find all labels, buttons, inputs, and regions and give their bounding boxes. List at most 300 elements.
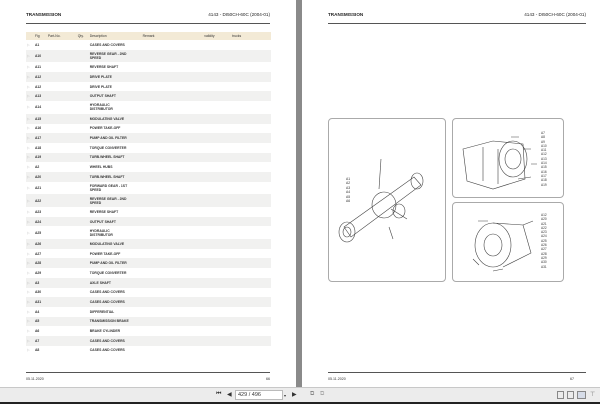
description-cell: TRANSMISSION BRAKE	[89, 317, 142, 327]
empty-cell	[203, 278, 231, 288]
paste-icon[interactable]: ⧉	[320, 391, 325, 397]
fig-cell: A10	[34, 50, 47, 63]
empty-cell	[77, 172, 89, 182]
fig-cell: A5	[34, 317, 47, 327]
empty-cell	[47, 153, 77, 163]
empty-cell	[47, 91, 77, 101]
row-marker-icon[interactable]: ▷	[26, 91, 34, 101]
empty-cell	[203, 124, 231, 134]
table-row[interactable]	[26, 336, 271, 346]
empty-cell	[231, 297, 271, 307]
row-marker-icon[interactable]: ▷	[26, 297, 34, 307]
table-row[interactable]	[26, 162, 271, 172]
fig-cell: A20	[34, 172, 47, 182]
empty-cell	[203, 297, 231, 307]
footer-divider	[26, 372, 270, 373]
empty-cell	[77, 62, 89, 72]
fig-cell: A25	[34, 230, 42, 235]
section-title: TRANSMISSION	[26, 12, 62, 17]
empty-cell	[142, 62, 204, 72]
page-dropdown-icon[interactable]: ▾	[284, 393, 287, 398]
empty-cell	[77, 217, 89, 227]
gearbox-diagram	[452, 118, 564, 198]
empty-cell	[47, 101, 77, 114]
next-page-button[interactable]: ▶	[292, 392, 297, 398]
empty-cell	[231, 50, 271, 63]
empty-cell	[77, 326, 89, 336]
column-header: Qty.	[77, 32, 89, 40]
empty-cell	[231, 249, 271, 259]
table-row[interactable]	[26, 297, 271, 307]
row-marker-icon[interactable]: ▷	[26, 72, 34, 82]
table-row[interactable]	[26, 82, 271, 92]
empty-cell	[77, 194, 89, 207]
empty-cell	[77, 153, 89, 163]
callout-label: A24	[541, 234, 547, 239]
empty-cell	[142, 133, 204, 143]
fig-cell: A11	[34, 65, 42, 70]
empty-cell	[203, 40, 231, 50]
callout-label: A21	[541, 221, 547, 226]
empty-cell	[142, 346, 204, 356]
row-marker-icon[interactable]: ▷	[27, 84, 30, 89]
description-cell: TURB.WHEEL SHAFT	[89, 172, 142, 182]
fig-cell: A26	[34, 239, 47, 249]
table-row[interactable]	[26, 133, 271, 143]
description-cell: TURB.WHEEL SHAFT	[89, 153, 142, 163]
table-row[interactable]	[26, 239, 271, 249]
viewer-toolbar	[0, 387, 600, 402]
empty-cell	[77, 278, 89, 288]
row-marker-icon[interactable]: ▷	[27, 329, 30, 334]
callout-label: A12	[541, 213, 547, 217]
empty-cell	[203, 307, 231, 317]
empty-cell	[142, 82, 204, 92]
table-row[interactable]	[26, 258, 271, 268]
empty-cell	[142, 207, 204, 217]
empty-cell	[47, 114, 77, 124]
row-marker-icon[interactable]: ▷	[26, 114, 34, 124]
table-row[interactable]	[26, 249, 271, 259]
row-marker-icon[interactable]: ▷	[27, 270, 30, 275]
empty-cell	[142, 124, 204, 134]
fig-cell: A12	[34, 84, 42, 89]
page-number-input[interactable]: 429 / 496	[235, 390, 283, 400]
empty-cell	[231, 153, 271, 163]
description-cell: REVERSE GEAR - 2ND SPEED	[89, 50, 142, 63]
description-cell: WHEEL HUBS	[89, 165, 113, 170]
page-number: 67	[570, 377, 574, 381]
empty-cell	[142, 326, 204, 336]
empty-cell	[142, 307, 204, 317]
empty-cell	[231, 124, 271, 134]
row-marker-icon[interactable]: ▷	[27, 290, 30, 295]
column-header: Part-No.	[47, 32, 77, 40]
empty-cell	[203, 268, 231, 278]
empty-cell	[203, 91, 231, 101]
empty-cell	[47, 194, 77, 207]
table-row[interactable]	[26, 143, 271, 153]
callout-label: A16	[541, 169, 547, 174]
header-divider	[26, 23, 270, 24]
callout-label: A13	[541, 156, 547, 161]
table-header	[26, 32, 271, 40]
row-marker-icon[interactable]: ▷	[26, 239, 34, 249]
model-title: 4143 - DI50CH-60C (2004-01)	[524, 12, 586, 17]
table-row[interactable]	[26, 346, 271, 356]
description-cell: HYDRAULIC DISTRIBUTOR	[89, 103, 113, 112]
empty-cell	[142, 297, 204, 307]
empty-cell	[77, 50, 89, 63]
empty-cell	[231, 288, 271, 298]
callout-label: A12	[541, 152, 547, 157]
fig-cell: A17	[34, 133, 47, 143]
table-row[interactable]	[26, 62, 271, 72]
empty-cell	[142, 172, 204, 182]
fig-cell: A24	[34, 217, 47, 227]
empty-cell	[203, 182, 231, 195]
empty-cell	[47, 172, 77, 182]
table-row[interactable]	[26, 226, 271, 239]
row-marker-icon[interactable]: ▷	[26, 50, 34, 63]
empty-cell	[142, 194, 204, 207]
empty-cell	[203, 162, 231, 172]
empty-cell	[231, 317, 271, 327]
description-cell: TORQUE CONVERTER	[89, 145, 127, 150]
footer-date: 05.11.2020	[328, 377, 346, 381]
page-number: 66	[266, 377, 270, 381]
single-page-view-icon[interactable]	[557, 391, 564, 399]
empty-cell	[203, 207, 231, 217]
empty-cell	[142, 239, 204, 249]
first-page-button[interactable]: ⏮	[216, 391, 222, 397]
empty-cell	[231, 258, 271, 268]
fig-cell: A18	[34, 145, 42, 150]
empty-cell	[231, 82, 271, 92]
empty-cell	[231, 239, 271, 249]
fig-cell: A2	[34, 165, 40, 170]
empty-cell	[203, 194, 231, 207]
axle-labels	[346, 177, 350, 203]
empty-cell	[47, 326, 77, 336]
table-row[interactable]	[26, 182, 271, 195]
table-row[interactable]	[26, 50, 271, 63]
description-cell: FORWARD GEAR - 1ST SPEED	[89, 183, 128, 192]
empty-cell	[47, 207, 77, 217]
fig-cell: A22	[34, 194, 47, 207]
column-header: Remark	[142, 32, 204, 40]
marker-header	[26, 32, 34, 40]
description-cell: REVERSE GEAR - 2ND SPEED	[89, 194, 142, 207]
two-page-view-icon[interactable]	[577, 391, 586, 399]
row-marker-icon[interactable]: ▷	[27, 251, 30, 256]
empty-cell	[47, 72, 77, 82]
callout-label: A10	[541, 143, 547, 148]
empty-cell	[77, 288, 89, 298]
fig-cell: A15	[34, 114, 47, 124]
table-row[interactable]	[26, 207, 271, 217]
description-cell: POWER TAKE-OFF	[89, 251, 121, 256]
footer-divider	[328, 372, 586, 373]
row-marker-icon[interactable]: ▷	[27, 309, 30, 314]
continuous-view-icon[interactable]	[567, 391, 574, 399]
fig-cell: A23	[34, 209, 42, 214]
empty-cell	[142, 288, 204, 298]
row-marker-icon[interactable]: ▷	[26, 133, 34, 143]
empty-cell	[77, 307, 89, 317]
empty-cell	[203, 114, 231, 124]
fig-cell: A1	[34, 42, 40, 47]
empty-cell	[203, 258, 231, 268]
fig-cell: A13	[34, 91, 47, 101]
callout-label: A30	[541, 260, 547, 265]
callout-label: A9	[541, 139, 545, 144]
table-row[interactable]	[26, 278, 271, 288]
row-marker-icon[interactable]: ▷	[26, 153, 34, 163]
row-marker-icon[interactable]: ▷	[26, 317, 34, 327]
description-cell: MODULATING VALVE	[89, 239, 142, 249]
empty-cell	[203, 226, 231, 239]
description-cell: HYDRAULIC DISTRIBUTOR	[89, 228, 113, 237]
table-row[interactable]	[26, 217, 271, 227]
empty-cell	[231, 226, 271, 239]
empty-cell	[47, 249, 77, 259]
description-cell: DRIVE PLATE	[89, 72, 142, 82]
empty-cell	[47, 124, 77, 134]
table-row[interactable]	[26, 288, 271, 298]
callout-label: A27	[541, 247, 547, 252]
description-cell: CASES AND COVERS	[89, 42, 125, 47]
gearbox-labels	[541, 131, 547, 187]
converter-labels	[541, 213, 547, 269]
empty-cell	[77, 226, 89, 239]
table-row[interactable]	[26, 72, 271, 82]
right-page	[302, 0, 600, 387]
callout-label: A20	[541, 217, 547, 222]
empty-cell	[203, 172, 231, 182]
empty-cell	[203, 153, 231, 163]
empty-cell	[142, 317, 204, 327]
table-row[interactable]	[26, 91, 271, 101]
row-marker-icon[interactable]: ▷	[26, 217, 34, 227]
empty-cell	[203, 72, 231, 82]
fig-cell: A31	[34, 297, 47, 307]
fig-cell: A12	[34, 72, 47, 82]
empty-cell	[231, 326, 271, 336]
empty-cell	[77, 268, 89, 278]
axle-diagram	[328, 118, 446, 282]
empty-cell	[77, 72, 89, 82]
description-cell: REVERSE SHAFT	[89, 209, 119, 214]
callout-label: A5	[346, 194, 351, 199]
header-divider	[328, 23, 586, 24]
description-cell: AXLE SHAFT	[89, 278, 142, 288]
callout-label: A4	[346, 190, 351, 195]
empty-cell	[203, 336, 231, 346]
empty-cell	[77, 239, 89, 249]
empty-cell	[203, 82, 231, 92]
row-marker-icon[interactable]: ▷	[27, 42, 30, 47]
fig-cell: A6	[34, 329, 40, 334]
callout-label: A19	[541, 182, 547, 187]
row-marker-icon[interactable]: ▷	[27, 65, 30, 70]
empty-cell	[47, 336, 77, 346]
empty-cell	[231, 346, 271, 356]
row-marker-icon[interactable]: ▷	[27, 185, 30, 190]
callout-label: A18	[541, 178, 547, 183]
empty-cell	[231, 336, 271, 346]
table-row[interactable]	[26, 307, 271, 317]
row-marker-icon[interactable]: ▷	[26, 172, 34, 182]
callout-label: A26	[541, 243, 547, 248]
callout-label: A31	[541, 264, 547, 269]
empty-cell	[142, 162, 204, 172]
empty-cell	[47, 317, 77, 327]
empty-cell	[77, 101, 89, 114]
empty-cell	[142, 143, 204, 153]
copy-icon[interactable]: ⧉	[310, 391, 315, 397]
fig-cell: A19	[34, 153, 47, 163]
row-marker-icon[interactable]: ▷	[27, 105, 30, 110]
empty-cell	[77, 182, 89, 195]
empty-cell	[203, 239, 231, 249]
description-cell: POWER TAKE-OFF	[89, 126, 121, 131]
empty-cell	[47, 288, 77, 298]
row-marker-icon[interactable]: ▷	[27, 165, 30, 170]
callout-label: A7	[541, 131, 545, 135]
empty-cell	[47, 143, 77, 153]
callout-label: A29	[541, 255, 547, 260]
empty-cell	[203, 62, 231, 72]
empty-cell	[231, 172, 271, 182]
table-row[interactable]	[26, 326, 271, 336]
empty-cell	[142, 217, 204, 227]
table-row[interactable]	[26, 124, 271, 134]
description-cell: REVERSE SHAFT	[89, 65, 119, 70]
empty-cell	[47, 133, 77, 143]
empty-cell	[142, 258, 204, 268]
parts-table	[26, 32, 271, 355]
empty-cell	[203, 133, 231, 143]
table-row[interactable]	[26, 40, 271, 50]
empty-cell	[231, 72, 271, 82]
row-marker-icon[interactable]: ▷	[26, 278, 34, 288]
description-cell: PUMP AND OIL FILTER	[89, 258, 142, 268]
table-row[interactable]	[26, 268, 271, 278]
empty-cell	[142, 278, 204, 288]
empty-cell	[231, 101, 271, 114]
empty-cell	[231, 133, 271, 143]
empty-cell	[142, 268, 204, 278]
empty-cell	[47, 82, 77, 92]
empty-cell	[77, 258, 89, 268]
empty-cell	[77, 207, 89, 217]
empty-cell	[47, 297, 77, 307]
empty-cell	[77, 40, 89, 50]
fig-cell: A29	[34, 270, 42, 275]
row-marker-icon[interactable]: ▷	[26, 336, 34, 346]
converter-diagram	[452, 202, 564, 282]
empty-cell	[203, 217, 231, 227]
empty-cell	[231, 278, 271, 288]
empty-cell	[231, 114, 271, 124]
empty-cell	[77, 91, 89, 101]
description-cell: MODULATING VALVE	[89, 114, 142, 124]
row-marker-icon[interactable]: ▷	[26, 194, 34, 207]
empty-cell	[47, 217, 77, 227]
row-marker-icon[interactable]: ▷	[27, 145, 30, 150]
row-marker-icon[interactable]: ▷	[27, 126, 30, 131]
table-row[interactable]	[26, 153, 271, 163]
description-cell: CASES AND COVERS	[89, 297, 142, 307]
description-cell: BRAKE CYLINDER	[89, 329, 121, 334]
empty-cell	[142, 101, 204, 114]
description-cell: DRIVE PLATE	[89, 84, 112, 89]
callout-label: A1	[346, 177, 351, 181]
empty-cell	[47, 62, 77, 72]
empty-cell	[231, 307, 271, 317]
empty-cell	[142, 249, 204, 259]
callout-label: A17	[541, 173, 547, 178]
empty-cell	[203, 317, 231, 327]
empty-cell	[142, 114, 204, 124]
empty-cell	[47, 307, 77, 317]
empty-cell	[203, 346, 231, 356]
empty-cell	[47, 346, 77, 356]
table-row[interactable]	[26, 114, 271, 124]
empty-cell	[142, 226, 204, 239]
callout-label: A22	[541, 225, 547, 230]
empty-cell	[231, 207, 271, 217]
column-header: Fig	[34, 32, 47, 40]
empty-cell	[47, 182, 77, 195]
callout-label: A28	[541, 251, 547, 256]
table-row[interactable]	[26, 317, 271, 327]
fig-cell: A8	[34, 348, 40, 353]
empty-cell	[77, 249, 89, 259]
empty-cell	[203, 50, 231, 63]
callout-label: A2	[346, 181, 351, 186]
converter-drawing	[453, 203, 565, 283]
row-marker-icon[interactable]: ▷	[27, 209, 30, 214]
empty-cell	[47, 40, 77, 50]
description-cell: OUTPUT SHAFT	[89, 217, 142, 227]
empty-cell	[47, 50, 77, 63]
row-marker-icon[interactable]: ▷	[27, 230, 30, 235]
row-marker-icon[interactable]: ▷	[27, 348, 30, 353]
table-row[interactable]	[26, 101, 271, 114]
footer-date: 05.11.2020	[26, 377, 44, 381]
empty-cell	[77, 124, 89, 134]
callout-label: A15	[541, 165, 547, 170]
table-row[interactable]	[26, 194, 271, 207]
description-cell: CASES AND COVERS	[89, 348, 125, 353]
gearbox-drawing	[453, 119, 565, 199]
table-row[interactable]	[26, 172, 271, 182]
left-page	[0, 0, 296, 387]
empty-cell	[231, 217, 271, 227]
empty-cell	[47, 278, 77, 288]
fit-page-icon[interactable]: ⊤	[590, 392, 596, 398]
empty-cell	[203, 143, 231, 153]
previous-page-button[interactable]: ◀	[227, 392, 232, 398]
description-cell: DIFFERENTIAL	[89, 309, 115, 314]
column-header: validity	[203, 32, 231, 40]
row-marker-icon[interactable]: ▷	[26, 258, 34, 268]
empty-cell	[142, 50, 204, 63]
description-cell: OUTPUT SHAFT	[89, 91, 142, 101]
empty-cell	[77, 317, 89, 327]
